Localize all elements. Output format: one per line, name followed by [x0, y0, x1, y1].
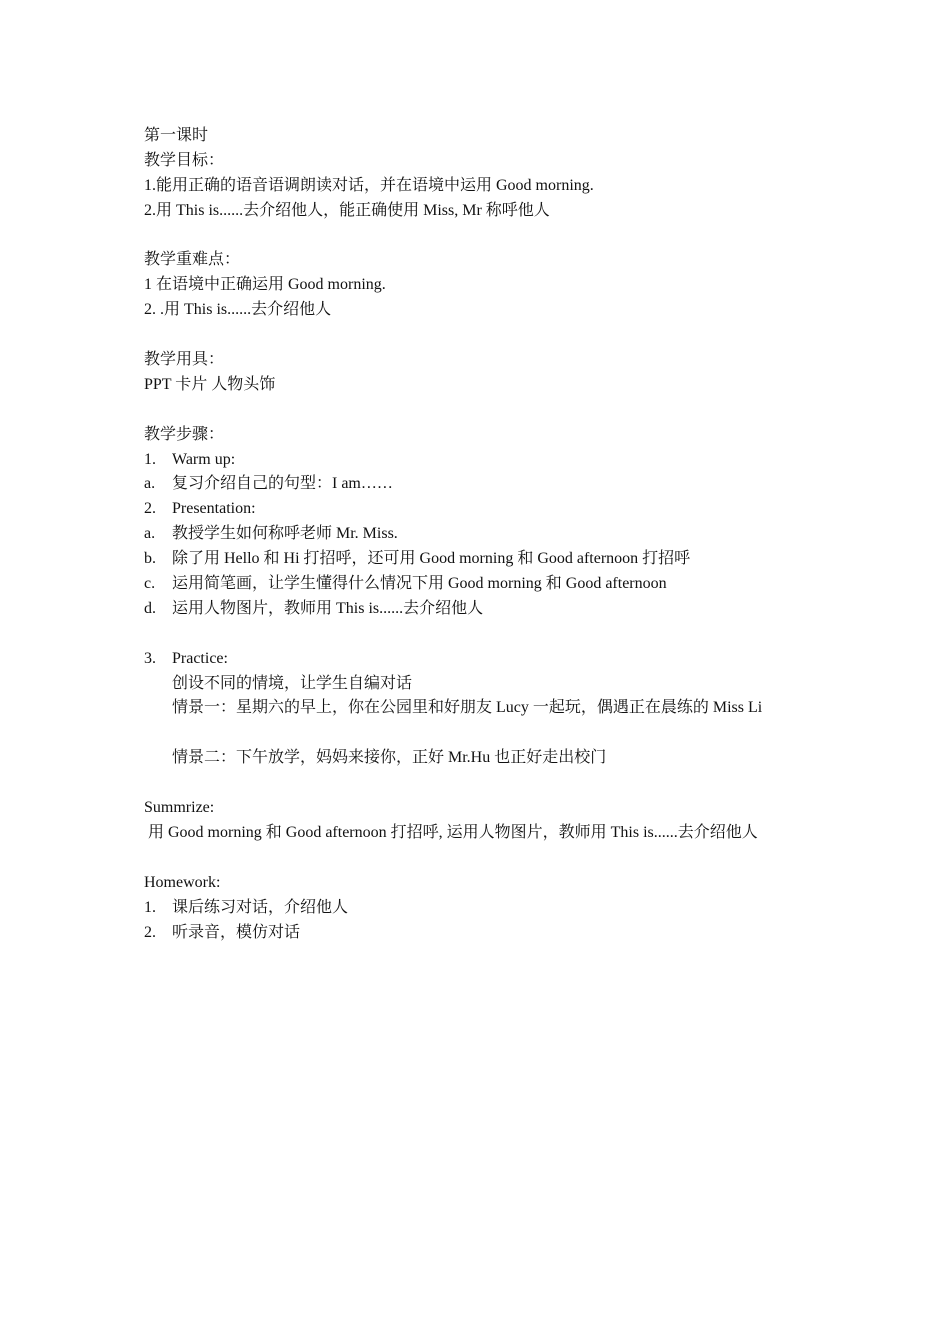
key-point-item: 2. .用 This is......去介绍他人: [144, 301, 332, 319]
blank-line: [144, 622, 824, 647]
list-marker: a.: [144, 475, 156, 493]
objective-item: 2.用 This is......去介绍他人，能正确使用 Miss, Mr 称呼他人: [144, 201, 550, 219]
homework-text: 课后练习对话，介绍他人: [172, 898, 349, 916]
step-sub-text: 教授学生如何称呼老师 Mr. Miss.: [172, 525, 398, 543]
objectives-heading: 教学目标：: [144, 151, 225, 169]
step-sub-item: [144, 472, 824, 497]
key-point-item: 1 在语境中正确运用 Good morning.: [144, 276, 386, 294]
practice-intro: 创设不同的情境，让学生自编对话: [172, 674, 413, 692]
document-page: [144, 124, 824, 945]
step-label: Presentation:: [172, 500, 256, 518]
materials-text: PPT 卡片 人物头饰: [144, 375, 276, 393]
step-sub-text: 复习介绍自己的句型：I am……: [172, 475, 393, 493]
blank-line: [144, 224, 824, 249]
step-label: Warm up:: [172, 450, 236, 468]
blank-line: [144, 721, 824, 746]
step-sub-item: [144, 547, 824, 572]
step-sub-item: [144, 572, 824, 597]
lesson-title: 第一课时: [144, 127, 209, 144]
list-marker: c.: [144, 575, 156, 593]
step-sub-item: [144, 597, 824, 622]
step-sub-text: 除了用 Hello 和 Hi 打招呼，还可用 Good morning 和 Good afternoon 打招呼: [172, 550, 691, 568]
list-marker: d.: [144, 599, 156, 617]
step-practice: [144, 647, 824, 672]
step-sub-text: 运用人物图片，教师用 This is......去介绍他人: [172, 599, 484, 617]
list-marker: 1.: [144, 450, 156, 468]
step-sub-text: 运用简笔画，让学生懂得什么情况下用 Good morning 和 Good afternoon: [172, 575, 667, 593]
homework-text: 听录音，模仿对话: [172, 923, 301, 941]
list-marker: b.: [144, 550, 156, 568]
homework-item: [144, 896, 824, 921]
homework-heading: Homework:: [144, 873, 221, 891]
blank-line: [144, 323, 824, 348]
practice-scene-2: 情景二：下午放学，妈妈来接你，正好 Mr.Hu 也正好走出校门: [172, 749, 607, 767]
list-marker: 1.: [144, 898, 156, 916]
list-marker: 2.: [144, 500, 156, 518]
step-sub-item: [144, 522, 824, 547]
list-marker: a.: [144, 525, 156, 543]
step-warmup: [144, 448, 824, 473]
list-marker: 2.: [144, 923, 156, 941]
key-points-heading: 教学重难点：: [144, 251, 241, 269]
step-label: Practice:: [172, 649, 228, 667]
blank-line: [144, 771, 824, 796]
materials-heading: 教学用具：: [144, 351, 225, 369]
blank-line: [144, 846, 824, 871]
objective-item: 1.能用正确的语音语调朗读对话，并在语境中运用 Good morning.: [144, 176, 594, 194]
steps-heading: 教学步骤：: [144, 425, 225, 443]
summary-text: 用 Good morning 和 Good afternoon 打招呼, 运用人物图片，教师用 This is......去介绍他人: [148, 823, 758, 841]
homework-item: [144, 921, 824, 946]
list-marker: 3.: [144, 649, 156, 667]
summary-heading: Summrize:: [144, 799, 215, 817]
step-presentation: [144, 497, 824, 522]
practice-scene-1: 情景一：星期六的早上，你在公园里和好朋友 Lucy 一起玩，偶遇正在晨练的 Miss Li: [172, 699, 763, 717]
blank-line: [144, 398, 824, 423]
